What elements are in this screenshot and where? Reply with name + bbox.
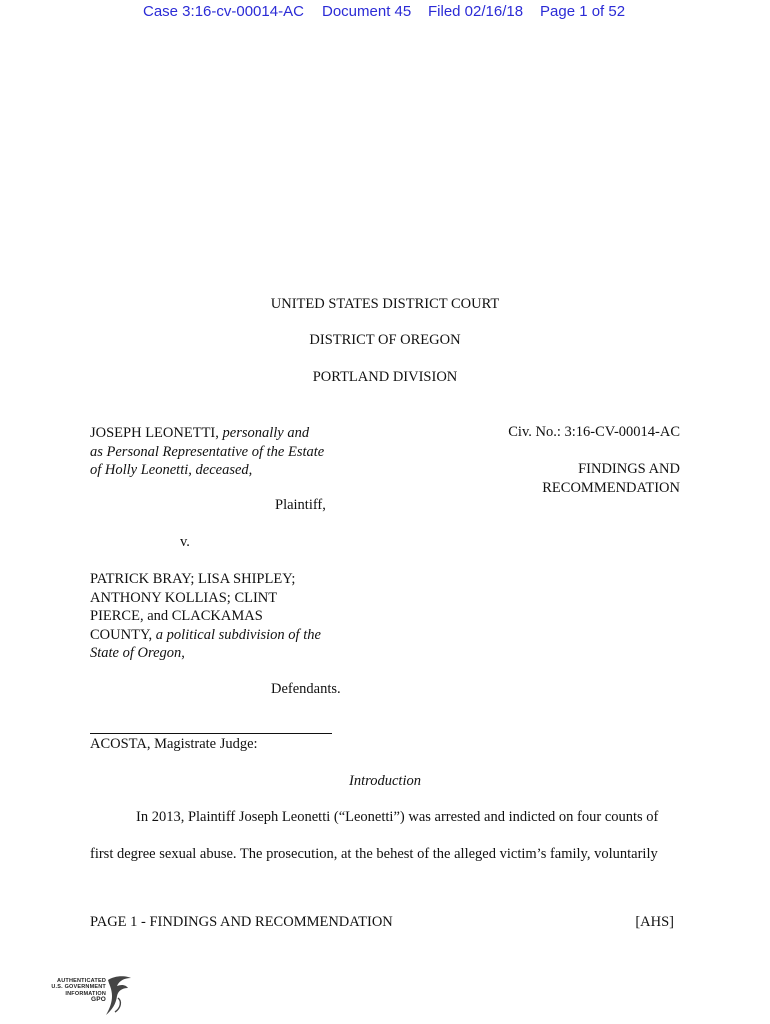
gpo-logo-line-3: INFORMATION [65,990,106,997]
eagle-icon [104,974,134,1018]
defendants-line-2: ANTHONY KOLLIAS; CLINT [90,589,278,606]
footer-initials: [AHS] [635,914,674,930]
defendants-role: Defendants. [271,681,341,697]
body-line-2: first degree sexual abuse. The prosecution, at the behest of the alleged victim’s family, voluntarily [90,846,658,862]
versus-text: v. [180,534,190,550]
plaintiff-block [90,424,324,480]
document-title [542,460,680,497]
defendants-line-5 [90,644,321,663]
judge-line: ACOSTA, Magistrate Judge: [90,736,258,752]
defendants-block [90,570,321,663]
document-title-line-1: FINDINGS AND [578,461,680,477]
body-line-1: In 2013, Plaintiff Joseph Leonetti (“Leonetti”) was arrested and indicted on four counts of [136,809,659,825]
caption-divider [90,733,332,734]
gpo-logo-line-1: AUTHENTICATED [57,978,106,984]
page-footer-label: PAGE 1 - FINDINGS AND RECOMMENDATION [90,914,393,930]
section-heading: Introduction [349,773,421,789]
defendants-line-1: PATRICK BRAY; LISA SHIPLEY; [90,571,296,587]
document-title-line-2: RECOMMENDATION [542,479,680,496]
court-division: PORTLAND DIVISION [312,369,458,385]
page-count-stamp: Page 1 of 52 [540,3,626,20]
plaintiff-name: JOSEPH LEONETTI, [90,425,219,441]
gpo-logo-text [44,978,106,1003]
plaintiff-capacity-3: of Holly Leonetti, deceased, [90,462,253,478]
defendants-line-4 [90,626,321,645]
case-number-stamp: Case 3:16-cv-00014-AC [143,3,304,20]
defendants-comma: , [181,645,185,661]
gpo-logo-line-2: U.S. GOVERNMENT [51,984,106,991]
defendants-state: State of Oregon [90,645,182,661]
defendants-county: COUNTY, [90,626,153,643]
court-name: UNITED STATES DISTRICT COURT [270,296,500,312]
court-district: DISTRICT OF OREGON [309,332,461,348]
defendants-county-description: a political subdivision of the [155,626,321,643]
document-number-stamp: Document 45 [322,3,412,20]
plaintiff-capacity-2: as Personal Representative of the Estate [90,443,325,460]
gpo-authentication-logo [44,974,134,1020]
gpo-logo-mark: GPO [90,995,106,1003]
civil-case-number: Civ. No.: 3:16-CV-00014-AC [508,424,680,440]
plaintiff-capacity-1: personally and [222,425,310,441]
filed-date-stamp: Filed 02/16/18 [428,3,524,20]
plaintiff-role: Plaintiff, [275,497,326,513]
plaintiff-line-1 [90,424,324,443]
defendants-line-3: PIERCE, and CLACKAMAS [90,608,263,624]
